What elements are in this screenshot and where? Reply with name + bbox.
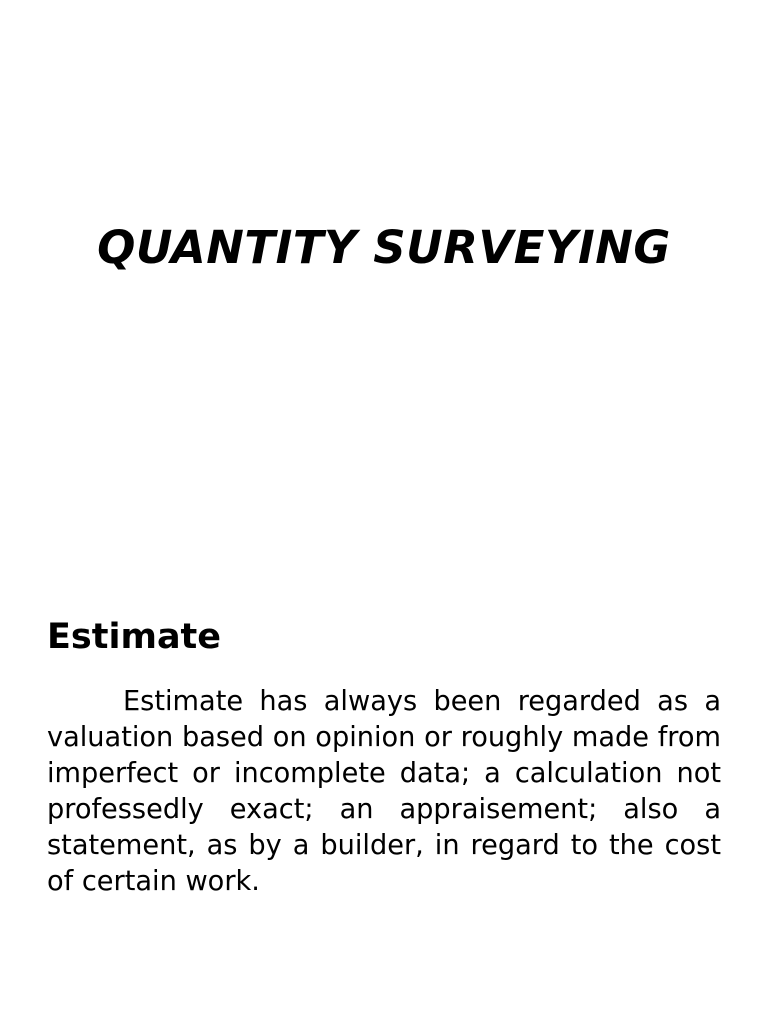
content-slide — [0, 512, 768, 1024]
section-heading: Estimate — [47, 617, 222, 657]
page-title: QUANTITY SURVEYING — [97, 221, 671, 274]
section-body-paragraph: Estimate has always been regarded as a valuation based on opinion or roughly made from imperfect or incomplete data; a calculation not professedly exact; an appraisement; also a statement, as by a builder, in regard to the cost of certain work. — [47, 686, 721, 897]
